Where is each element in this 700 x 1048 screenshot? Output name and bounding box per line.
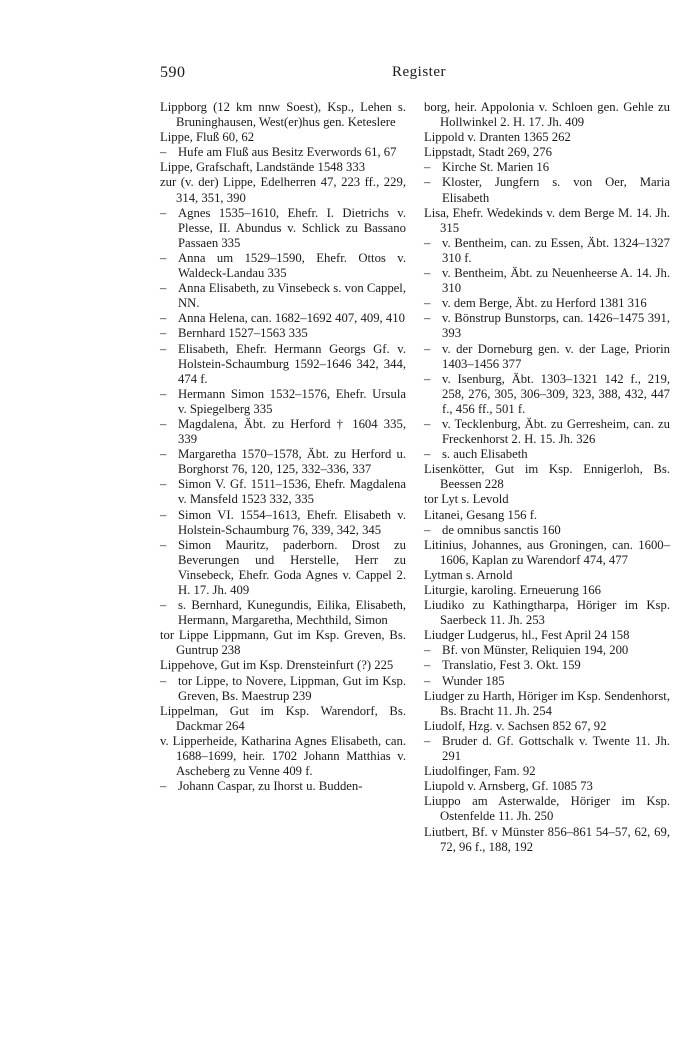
entry-text: v. der Dorneburg gen. v. der Lage, Priorin 1403–1456 377 xyxy=(442,341,670,371)
subentry-dash: – xyxy=(424,341,431,356)
entry-text: Kloster, Jungfern s. von Oer, Maria Elisabeth xyxy=(442,175,670,205)
index-entry xyxy=(424,794,670,824)
subentry-dash: – xyxy=(160,341,167,356)
index-entry xyxy=(160,175,406,205)
subentry-dash: – xyxy=(424,371,431,386)
index-subentry xyxy=(424,734,670,764)
entry-text: Kirche St. Marien 16 xyxy=(442,160,550,175)
entry-text: borg, heir. Appolonia v. Schloen gen. Gehle zu Hollwinkel 2. H. 17. Jh. 409 xyxy=(424,100,670,130)
index-entry xyxy=(424,130,670,145)
subentry-dash: – xyxy=(160,326,167,341)
entry-text: Lisenkötter, Gut im Ksp. Ennigerloh, Bs. Beessen 228 xyxy=(424,462,670,492)
left-index-column xyxy=(160,100,406,794)
page-number: 590 xyxy=(160,64,186,81)
index-entry xyxy=(424,492,670,507)
index-entry xyxy=(424,508,670,523)
entry-text: v. Bönstrup Bunstorps, can. 1426–1475 391, 393 xyxy=(442,311,670,341)
index-subentry xyxy=(160,538,406,598)
entry-text: Johann Caspar, zu Ihorst u. Budden- xyxy=(178,779,363,794)
entry-text: Bernhard 1527–1563 335 xyxy=(178,326,308,341)
subentry-dash: – xyxy=(160,673,167,688)
index-subentry xyxy=(160,598,406,628)
index-entry xyxy=(424,145,670,160)
entry-text: Lippelman, Gut im Ksp. Warendorf, Bs. Dackmar 264 xyxy=(160,703,406,733)
index-subentry xyxy=(160,508,406,538)
entry-text: Liupold v. Arnsberg, Gf. 1085 73 xyxy=(424,779,593,794)
entry-text: Lippehove, Gut im Ksp. Drensteinfurt (?) 225 xyxy=(160,658,394,673)
entry-text: Lippe, Grafschaft, Landstände 1548 333 xyxy=(160,160,366,175)
entry-text: Anna Helena, can. 1682–1692 407, 409, 410 xyxy=(178,311,405,326)
index-subentry xyxy=(424,175,670,205)
subentry-dash: – xyxy=(160,447,167,462)
index-subentry xyxy=(424,417,670,447)
entry-text: Liutbert, Bf. v Münster 856–861 54–57, 62, 69, 72, 96 f., 188, 192 xyxy=(424,824,670,854)
index-subentry xyxy=(160,206,406,251)
subentry-dash: – xyxy=(160,311,167,326)
entry-text: Wunder 185 xyxy=(442,673,505,688)
index-subentry xyxy=(424,658,670,673)
index-entry xyxy=(160,734,406,779)
entry-text: Litinius, Johannes, aus Groningen, can. 1600–1606, Kaplan zu Warendorf 474, 477 xyxy=(424,537,670,567)
index-subentry xyxy=(424,447,670,462)
subentry-dash: – xyxy=(424,673,431,688)
index-entry xyxy=(160,628,406,658)
index-entry xyxy=(424,462,670,492)
subentry-dash: – xyxy=(424,266,431,281)
entry-text: v. Tecklenburg, Äbt. zu Gerresheim, can. zu Freckenhorst 2. H. 15. Jh. 326 xyxy=(442,416,670,447)
index-subentry xyxy=(160,779,406,794)
entry-text: Anna um 1529–1590, Ehefr. Ottos v. Waldeck-Landau 335 xyxy=(178,250,406,281)
entry-text: s. auch Elisabeth xyxy=(442,447,528,462)
entry-text: Liudolf, Hzg. v. Sachsen 852 67, 92 xyxy=(424,718,607,733)
index-subentry xyxy=(160,447,406,477)
index-subentry xyxy=(160,417,406,447)
subentry-dash: – xyxy=(160,281,167,296)
index-subentry xyxy=(160,477,406,507)
entry-text: Bf. von Münster, Reliquien 194, 200 xyxy=(442,643,629,658)
entry-text: Agnes 1535–1610, Ehefr. I. Dietrichs v. Plesse, II. Abundus v. Schlick zu Bassano Passaen 335 xyxy=(178,205,406,250)
entry-text: Liturgie, karoling. Erneuerung 166 xyxy=(424,583,601,597)
subentry-dash: – xyxy=(424,160,431,175)
subentry-dash: – xyxy=(424,235,431,250)
entry-text: Lisa, Ehefr. Wedekinds v. dem Berge M. 14. Jh. 315 xyxy=(424,205,670,235)
index-entry xyxy=(424,719,670,734)
subentry-dash: – xyxy=(160,779,167,794)
subentry-dash: – xyxy=(160,205,167,220)
entry-text: v. Lipperheide, Katharina Agnes Elisabeth, can. 1688–1699, heir. 1702 Johann Matthias v. Ascheberg zu Venne 409 f. xyxy=(160,733,406,779)
entry-text: Bruder d. Gf. Gottschalk v. Twente 11. Jh. 291 xyxy=(442,733,670,764)
entry-text: tor Lippe, to Novere, Lippman, Gut im Ksp. Greven, Bs. Maestrup 239 xyxy=(178,673,406,703)
entry-text: Lytman s. Arnold xyxy=(424,567,513,582)
index-entry xyxy=(424,689,670,719)
entry-text: tor Lyt s. Levold xyxy=(424,492,509,507)
entry-text: Translatio, Fest 3. Okt. 159 xyxy=(442,658,581,673)
subentry-dash: – xyxy=(160,416,167,431)
index-entry xyxy=(424,100,670,130)
index-subentry xyxy=(424,296,670,311)
index-subentry xyxy=(424,523,670,538)
entry-text: Lippstadt, Stadt 269, 276 xyxy=(424,145,552,160)
index-subentry xyxy=(160,387,406,417)
subentry-dash: – xyxy=(424,447,431,462)
entry-text: Lippe, Fluß 60, 62 xyxy=(160,130,255,145)
index-subentry xyxy=(160,326,406,341)
entry-text: Lippborg (12 km nnw Soest), Ksp., Lehen s. Bruninghausen, West(er)hus gen. Keteslere xyxy=(160,100,406,130)
subentry-dash: – xyxy=(160,537,167,552)
entry-text: Simon VI. 1554–1613, Ehefr. Elisabeth v. Holstein-Schaumburg 76, 339, 342, 345 xyxy=(178,507,406,537)
index-subentry xyxy=(424,236,670,266)
entry-text: Liudger Ludgerus, hl., Fest April 24 158 xyxy=(424,628,630,643)
index-entry xyxy=(160,704,406,734)
index-entry xyxy=(160,160,406,175)
entry-text: Magdalena, Äbt. zu Herford † 1604 335, 339 xyxy=(178,416,406,447)
entry-text: Lippold v. Dranten 1365 262 xyxy=(424,130,571,145)
index-subentry xyxy=(424,160,670,175)
index-subentry xyxy=(424,372,670,417)
index-entry xyxy=(424,628,670,643)
index-entry xyxy=(424,583,670,598)
index-subentry xyxy=(424,266,670,296)
entry-text: Litanei, Gesang 156 f. xyxy=(424,507,538,522)
index-subentry xyxy=(160,311,406,326)
subentry-dash: – xyxy=(424,733,431,748)
index-entry xyxy=(424,598,670,628)
entry-text: zur (v. der) Lippe, Edelherren 47, 223 ff., 229, 314, 351, 390 xyxy=(160,175,406,205)
index-entry xyxy=(160,100,406,130)
subentry-dash: – xyxy=(160,598,167,613)
entry-text: Liudger zu Harth, Höriger im Ksp. Sendenhorst, Bs. Bracht 11. Jh. 254 xyxy=(424,688,670,718)
index-entry xyxy=(424,538,670,568)
entry-text: v. Bentheim, can. zu Essen, Äbt. 1324–1327 310 f. xyxy=(442,235,670,265)
index-entry xyxy=(160,130,406,145)
entry-text: Margaretha 1570–1578, Äbt. zu Herford u. Borghorst 76, 120, 125, 332–336, 337 xyxy=(178,447,406,477)
entry-text: s. Bernhard, Kunegundis, Eilika, Elisabeth, Hermann, Margaretha, Mechthild, Simon xyxy=(178,598,406,628)
entry-text: Hermann Simon 1532–1576, Ehefr. Ursula v. Spiegelberg 335 xyxy=(178,386,406,416)
index-subentry xyxy=(424,643,670,658)
subentry-dash: – xyxy=(424,522,431,537)
index-subentry xyxy=(424,311,670,341)
subentry-dash: – xyxy=(160,507,167,522)
entry-text: Liudolfinger, Fam. 92 xyxy=(424,764,536,779)
index-entry xyxy=(424,779,670,794)
subentry-dash: – xyxy=(424,658,431,673)
subentry-dash: – xyxy=(424,175,431,190)
index-subentry xyxy=(160,145,406,160)
running-head: Register xyxy=(392,64,446,80)
entry-text: Anna Elisabeth, zu Vinsebeck s. von Cappel, NN. xyxy=(178,281,406,311)
entry-text: Liuppo am Asterwalde, Höriger im Ksp. Ostenfelde 11. Jh. 250 xyxy=(424,794,670,824)
entry-text: Elisabeth, Ehefr. Hermann Georgs Gf. v. Holstein-Schaumburg 1592–1646 342, 344, 474 f. xyxy=(178,341,406,386)
entry-text: Simon Mauritz, paderborn. Drost zu Beverungen und Herstelle, Herr zu Vinsebeck, Ehefr. Goda Agnes v. Cappel 2. H. 17. Jh. 409 xyxy=(178,537,406,597)
index-subentry xyxy=(160,251,406,281)
entry-text: Simon V. Gf. 1511–1536, Ehefr. Magdalena v. Mansfeld 1523 332, 335 xyxy=(178,477,406,507)
index-subentry xyxy=(424,674,670,689)
index-entry xyxy=(424,568,670,583)
entry-text: v. Isenburg, Äbt. 1303–1321 142 f., 219, 258, 276, 305, 306–309, 323, 388, 432, 447 f., 456 ff., 501 f. xyxy=(442,371,670,416)
subentry-dash: – xyxy=(160,250,167,265)
entry-text: tor Lippe Lippmann, Gut im Ksp. Greven, Bs. Guntrup 238 xyxy=(160,628,406,658)
index-entry xyxy=(424,764,670,779)
subentry-dash: – xyxy=(160,477,167,492)
entry-text: Liudiko zu Kathingtharpa, Höriger im Ksp. Saerbeck 11. Jh. 253 xyxy=(424,598,670,628)
subentry-dash: – xyxy=(160,145,167,160)
index-subentry xyxy=(424,342,670,372)
right-index-column xyxy=(424,100,670,855)
subentry-dash: – xyxy=(424,311,431,326)
index-subentry xyxy=(160,281,406,311)
entry-text: v. Bentheim, Äbt. zu Neuenheerse A. 14. Jh. 310 xyxy=(442,266,670,296)
subentry-dash: – xyxy=(424,643,431,658)
index-entry xyxy=(424,825,670,855)
index-subentry xyxy=(160,674,406,704)
index-entry xyxy=(160,658,406,673)
subentry-dash: – xyxy=(160,386,167,401)
entry-text: v. dem Berge, Äbt. zu Herford 1381 316 xyxy=(442,296,647,311)
entry-text: de omnibus sanctis 160 xyxy=(442,522,561,537)
subentry-dash: – xyxy=(424,416,431,431)
index-subentry xyxy=(160,342,406,387)
subentry-dash: – xyxy=(424,296,431,311)
entry-text: Hufe am Fluß aus Besitz Everwords 61, 67 xyxy=(178,145,397,160)
index-entry xyxy=(424,206,670,236)
